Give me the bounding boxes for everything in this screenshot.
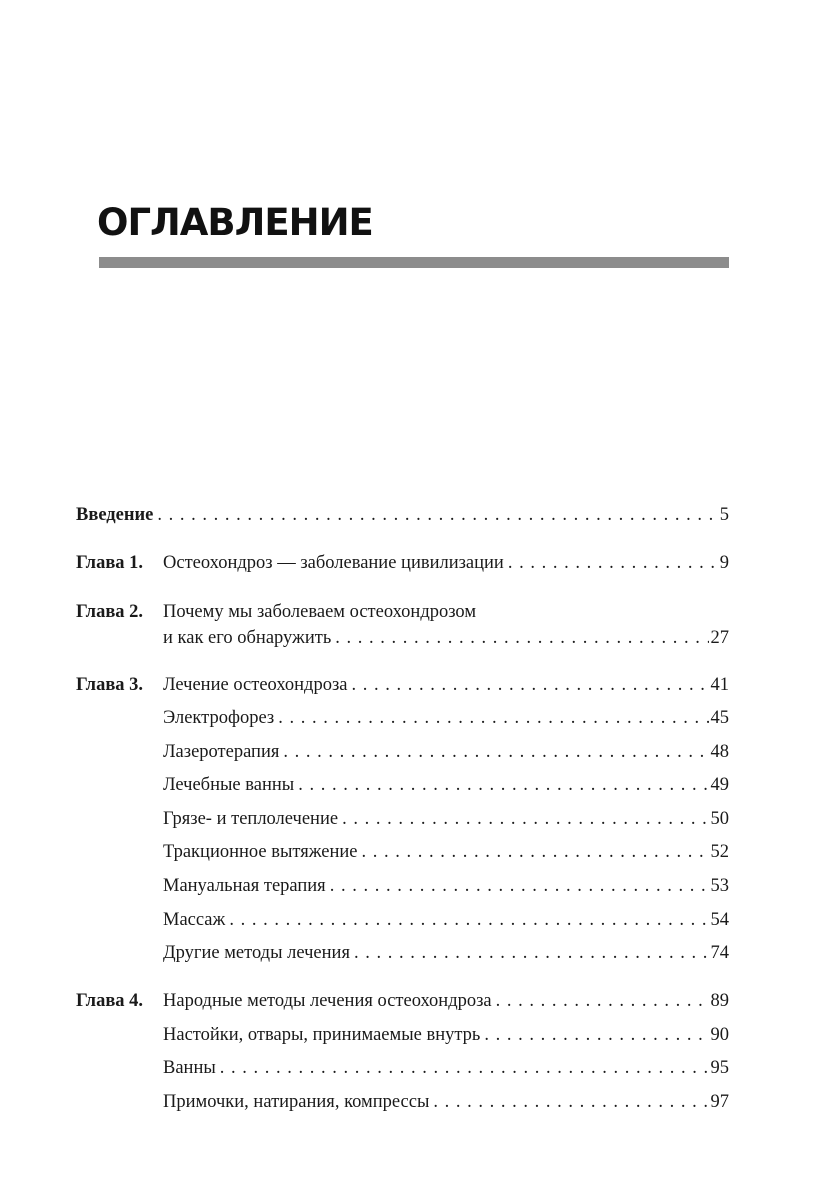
toc-page-number: 53 — [710, 876, 729, 896]
subsection-title: Примочки, натирания, компрессы — [163, 1092, 430, 1112]
dot-leader — [220, 1055, 709, 1081]
chapter-title: Остеохондроз — заболевание цивилизации — [163, 553, 504, 573]
subsection-title: Тракционное вытяжение — [163, 842, 358, 862]
toc-page-number: 97 — [710, 1092, 729, 1112]
chapter-title-line-1: Почему мы заболеваем остеохондрозом — [163, 602, 477, 622]
toc-entry-intro[interactable] — [76, 502, 729, 528]
toc-page-number: 5 — [719, 505, 729, 525]
dot-leader — [278, 705, 708, 731]
toc-subentry[interactable] — [76, 873, 729, 899]
subsection-title: Электрофорез — [163, 708, 275, 728]
toc-page-number: 90 — [710, 1025, 729, 1045]
toc-subentry[interactable] — [76, 1055, 729, 1081]
toc-entry-chapter-4[interactable] — [76, 988, 729, 1014]
subsection-title: Массаж — [163, 910, 226, 930]
subsection-title: Настойки, отвары, принимаемые внутрь — [163, 1025, 481, 1045]
chapter-title: Лечение остеохондроза — [163, 675, 348, 695]
toc-page-number: 74 — [710, 943, 729, 963]
chapter-label: Глава 4. — [76, 991, 144, 1011]
toc-subentry[interactable] — [76, 806, 729, 832]
subsection-title: Лечебные ванны — [163, 775, 295, 795]
toc-entry-label: Введение — [76, 505, 154, 525]
dot-leader — [335, 625, 708, 651]
page-title: ОГЛАВЛЕНИЕ — [97, 201, 373, 244]
dot-leader — [283, 739, 708, 765]
toc-entry-chapter-2[interactable] — [76, 599, 729, 651]
toc-subentry[interactable] — [76, 772, 729, 798]
dot-leader — [298, 772, 708, 798]
toc-page-number: 41 — [710, 675, 729, 695]
chapter-label: Глава 1. — [76, 553, 144, 573]
dot-leader — [157, 502, 717, 528]
toc-subentry[interactable] — [76, 907, 729, 933]
subsection-title: Грязе- и теплолечение — [163, 809, 339, 829]
toc-page-number: 89 — [710, 991, 729, 1011]
toc-page-number: 49 — [710, 775, 729, 795]
subsection-title: Другие методы лечения — [163, 943, 350, 963]
toc-entry-chapter-1[interactable] — [76, 550, 729, 576]
toc-subentry[interactable] — [76, 705, 729, 731]
dot-leader — [351, 672, 708, 698]
toc-page-number: 54 — [710, 910, 729, 930]
dot-leader — [354, 940, 709, 966]
toc-subentry[interactable] — [76, 739, 729, 765]
toc-subentry[interactable] — [76, 1089, 729, 1115]
subsection-title: Мануальная терапия — [163, 876, 326, 896]
chapter-title-line-2: и как его обнаружить — [163, 628, 332, 648]
chapter-label: Глава 2. — [76, 602, 144, 622]
dot-leader — [433, 1089, 708, 1115]
toc-page-number: 48 — [710, 742, 729, 762]
dot-leader — [362, 839, 709, 865]
subsection-title: Лазеротерапия — [163, 742, 280, 762]
toc-subentry[interactable] — [76, 940, 729, 966]
toc-page-number: 9 — [719, 553, 729, 573]
chapter-title: Народные методы лечения остеохондроза — [163, 991, 492, 1011]
dot-leader — [496, 988, 709, 1014]
title-underline-bar — [99, 257, 729, 268]
dot-leader — [484, 1022, 708, 1048]
toc-subentry[interactable] — [76, 839, 729, 865]
toc-page-number: 45 — [710, 708, 729, 728]
toc-subentry[interactable] — [76, 1022, 729, 1048]
toc-entry-chapter-3[interactable] — [76, 672, 729, 698]
toc-page-number: 52 — [710, 842, 729, 862]
dot-leader — [342, 806, 708, 832]
chapter-label: Глава 3. — [76, 675, 144, 695]
dot-leader — [508, 550, 718, 576]
dot-leader — [330, 873, 709, 899]
toc-page-number: 50 — [710, 809, 729, 829]
subsection-title: Ванны — [163, 1058, 216, 1078]
dot-leader — [229, 907, 708, 933]
toc-page-number: 27 — [710, 628, 729, 648]
toc-page-number: 95 — [710, 1058, 729, 1078]
